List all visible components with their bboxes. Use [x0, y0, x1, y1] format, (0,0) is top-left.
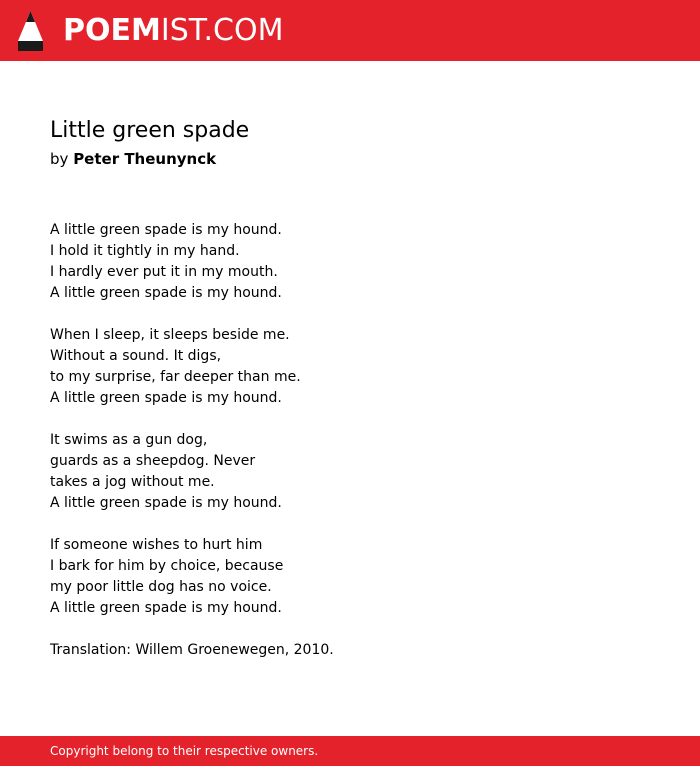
site-header [0, 0, 700, 61]
pencil-tip-icon[interactable] [18, 11, 43, 51]
poem-content [50, 116, 650, 661]
poem-line: A little green spade is my hound. [50, 390, 282, 406]
stanza [50, 325, 650, 409]
poem-line: A little green spade is my hound. [50, 285, 282, 301]
poem-line: When I sleep, it sleeps beside me. [50, 327, 290, 343]
site-logo[interactable] [63, 12, 284, 48]
poem-line: I hardly ever put it in my mouth. [50, 264, 278, 280]
poem-line: It swims as a gun dog, [50, 432, 208, 448]
stanza [50, 535, 650, 619]
poem-line: Without a sound. It digs, [50, 348, 222, 364]
poem-line: guards as a sheepdog. Never [50, 453, 256, 469]
poem-byline [50, 146, 650, 172]
poem-line: I hold it tightly in my hand. [50, 243, 240, 259]
by-label: by [50, 150, 69, 168]
poem-body [50, 220, 650, 661]
poem-line: I bark for him by choice, because [50, 558, 284, 574]
poem-line: A little green spade is my hound. [50, 600, 282, 616]
poem-line: A little green spade is my hound. [50, 222, 282, 238]
logo-light-text: IST.COM [160, 12, 284, 48]
stanza [50, 430, 650, 514]
site-footer [0, 736, 700, 766]
poem-line: If someone wishes to hurt him [50, 537, 263, 553]
poem-line: to my surprise, far deeper than me. [50, 369, 301, 385]
poem-author: Peter Theunynck [73, 150, 217, 168]
logo-bold-text: POEM [63, 12, 161, 48]
poem-line: takes a jog without me. [50, 474, 215, 490]
copyright-text: Copyright belong to their respective owners. [50, 744, 319, 758]
stanza [50, 220, 650, 304]
poem-line: my poor little dog has no voice. [50, 579, 272, 595]
poem-line: A little green spade is my hound. [50, 495, 282, 511]
poem-title: Little green spade [50, 118, 250, 143]
translation-credit: Translation: Willem Groenewegen, 2010. [50, 642, 334, 658]
